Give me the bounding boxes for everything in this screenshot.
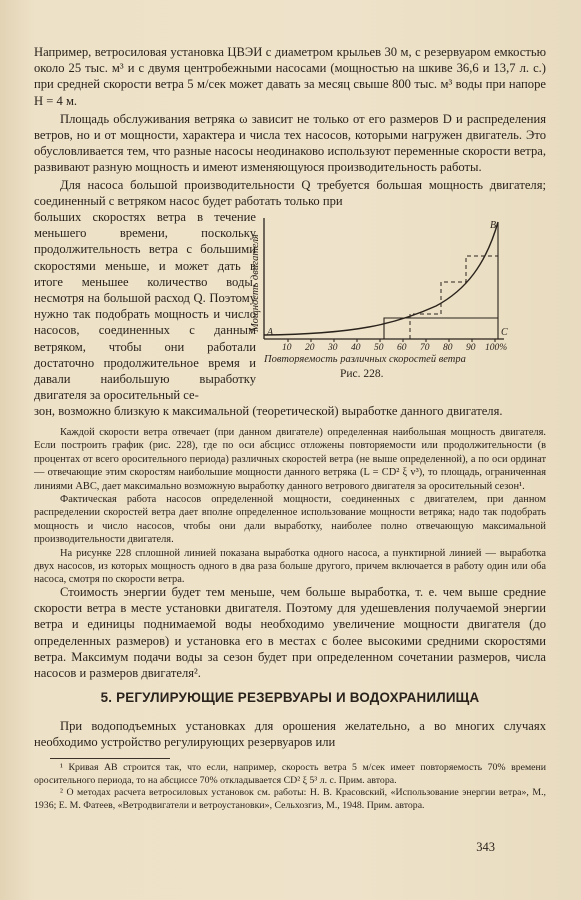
paragraph-3-end: зон, возможно близкую к максимальной (теоретической) выработке данного двигателя. [34,404,503,419]
small-print-block [34,426,546,587]
footnotes [34,762,546,812]
x-tick-labels [282,343,507,353]
x-tick-label: 80 [443,343,453,353]
text-column-bottom [34,584,546,681]
paragraph-1: Например, ветросиловая установка ЦВЭИ с диаметром крыльев 30 м, с резервуаром емкостью около 25 тыс. м³ и с двумя центробежными насосами (мощностью на шкиве 36,6 и 13,7 л. с.) при средней скорости ветра 5 м/сек может давать за месяц свыше 800 тыс. м³ воды при напоре H = 4 м. [34,45,546,108]
text-column-section [34,718,546,750]
section-heading: 5. РЕГУЛИРУЮЩИЕ РЕЗЕРВУАРЫ И ВОДОХРАНИЛИЩА [100,690,480,705]
x-tick-label: 70 [420,343,430,353]
small-paragraph-1: Каждой скорости ветра отвечает (при данном двигателе) определенная наибольшая мощность двигателя. Если построить график (рис. 228), где по оси абсцисс отложены повторяемости или продолжительности (в процентах от всего оросительного периода) различных скоростей ветра (не выше определенной), а по оси ординат — отвечающие этим скоростям наибольшие мощности данного ветряка (L = CD² ξ v³), то площадь, ограниченная линиями ABC, дает максимально возможную выработку данного ветрового двигателя за оросительный сезон¹. [34,427,546,492]
one-pump-line [384,318,498,339]
y-axis-label: Мощность двигателя [250,234,261,332]
figure-228 [236,214,512,392]
small-paragraph-2: Фактическая работа насосов определенной мощности, соединенных с двигателем, при данном распределении скоростей ветра дает вполне определенное использование мощности ветряка; надо так подобрать мощность и число насосов, чтобы они дали выработку, наиболее полно отвечающую максимальной производительности двигателя. [34,494,546,546]
x-tick-label: 40 [351,343,361,353]
x-tick-label: 10 [282,343,292,353]
x-tick-label: 60 [397,343,407,353]
paragraph-3-top: Для насоса большой производительности Q требуется большая мощность двигателя; соединенный с ветряком насос будет работать только при [34,177,546,208]
two-pumps-line [410,256,498,339]
x-tick-label: 90 [466,343,476,353]
figure-caption: Рис. 228. [340,368,384,380]
power-curve-chart [236,214,512,364]
x-tick-label: 30 [328,343,338,353]
page-number: 343 [476,840,495,854]
footnote-rule [50,758,170,759]
paragraph-3-wrapped: больших скоростях ветра в течение меньшего времени, поскольку продолжительность ветра с большими скоростями меньше, и может дать в итоге меньшее количество воды, несмотря на большой расход Q. Поэтому нужно так подобрать мощность и число насосов, соединенных с данным ветряком, чтобы они работали достаточно продолжительное время и давали наибольшую выработку двигателя за оросительный се- [34,210,256,403]
point-a-label: A [267,327,274,338]
footnote-1: ¹ Кривая AB строится так, что если, например, скорость ветра 5 м/сек имеет повторяемость 70% времени оросительного периода, то на абсциссе 70% откладывается CD² ξ 5³ л. с. Прим. автора. [34,762,546,786]
point-c-label: C [501,327,508,338]
x-tick-label: 100% [485,343,508,353]
x-tick-label: 50 [374,343,384,353]
x-tick-label: 20 [305,343,315,353]
point-b-label: B [490,220,497,231]
paragraph-5: При водоподъемных установках для орошения желательно, а во многих случаях необходимо устройство регулирующих резервуаров или [34,719,546,750]
small-paragraph-3: На рисунке 228 сплошной линией показана выработка одного насоса, а пунктирной линией — выработка двух насосов, из которых мощность одного в два раза больше другого, причем включается в работу один или оба насоса, смотря по скорости ветра. [34,547,546,586]
x-axis-label: Повторяемость различных скоростей ветра [264,354,466,364]
paragraph-4: Стоимость энергии будет тем меньше, чем больше выработка, т. е. чем выше средние скорости ветра в месте установки двигателя. Поэтому для удешевления получаемой энергии ветра и единицы поднимаемой воды необходимо увеличение мощности двигателя (до определенных размеров) и установка его в местах с более высокими средними скоростями ветра. Максимум подачи воды за сезон будет при определенном сочетании размеров, числа насосов и размеров двигателя². [34,585,546,681]
paragraph-2: Площадь обслуживания ветряка ω зависит не только от его размеров D и распределения ветров, но и от мощности, характера и числа тех насосов, которыми нагружен двигатель. Это обусловливается тем, что разные насосы неодинаково используют переменные скорости ветра, развивают разную мощность и имеют изменяющуюся производительность работы. [34,111,546,175]
footnote-2: ² О методах расчета ветросиловых установок см. работы: Н. В. Красовский, «Использование энергии ветра», М., 1936; Е. М. Фатеев, «Ветродвигатели и ветроустановки», Сельхозгиз, М., 1948. Прим. автора. [34,787,546,811]
